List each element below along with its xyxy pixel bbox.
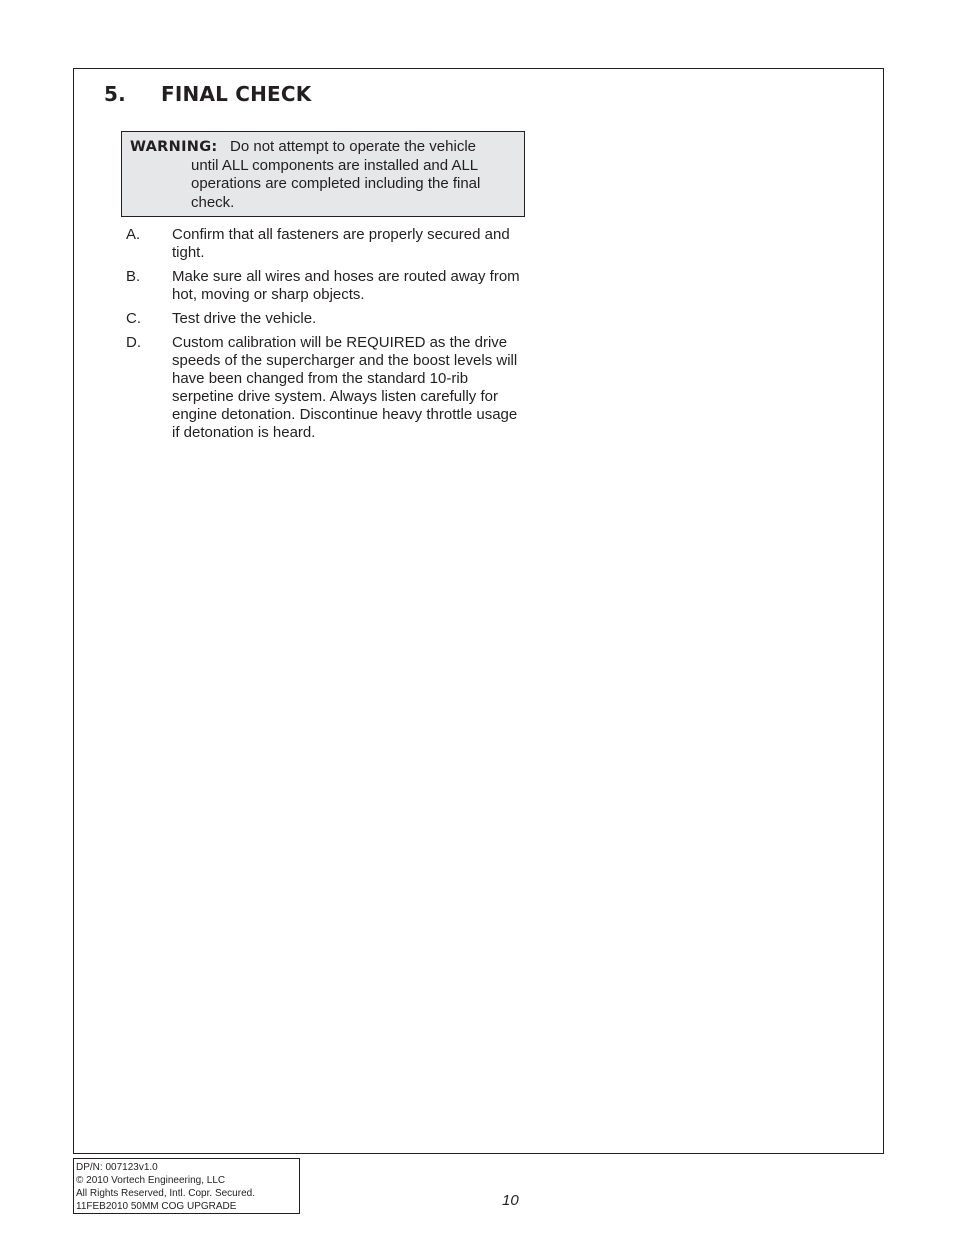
list-item bbox=[126, 268, 526, 304]
item-letter: D. bbox=[126, 334, 141, 351]
section-heading bbox=[104, 82, 311, 106]
warning-box bbox=[121, 131, 525, 217]
warning-text-rest: until ALL components are installed and ALL operations are completed including the final check. bbox=[191, 156, 481, 211]
page-number: 10 bbox=[502, 1192, 519, 1209]
list-item bbox=[126, 334, 526, 442]
item-text: Confirm that all fasteners are properly secured and tight. bbox=[172, 226, 510, 261]
item-text: Make sure all wires and hoses are routed away from hot, moving or sharp objects. bbox=[172, 268, 520, 303]
item-letter: C. bbox=[126, 310, 141, 327]
item-letter: A. bbox=[126, 226, 141, 243]
section-title: FINAL CHECK bbox=[161, 82, 312, 106]
copyright-line: © 2010 Vortech Engineering, LLC bbox=[76, 1175, 226, 1186]
warning-label: WARNING: bbox=[130, 139, 218, 155]
list-item bbox=[126, 226, 526, 262]
checklist bbox=[126, 226, 526, 448]
document-info-box bbox=[73, 1158, 300, 1214]
section-number: 5. bbox=[104, 82, 126, 106]
item-letter: B. bbox=[126, 268, 141, 285]
document-date-title: 11FEB2010 50MM COG UPGRADE bbox=[76, 1201, 237, 1212]
item-text: Custom calibration will be REQUIRED as the drive speeds of the supercharger and the boost levels will have been changed from the standard 10-rib serpetine drive system. Always listen carefully for engine detonation. Discontinue heavy throttle usage if detonation is heard. bbox=[172, 334, 518, 441]
item-text: Test drive the vehicle. bbox=[172, 310, 317, 327]
warning-text-lead: Do not attempt to operate the vehicle bbox=[230, 138, 476, 155]
rights-line: All Rights Reserved, Intl. Copr. Secured. bbox=[76, 1188, 255, 1199]
document-part-number: DP/N: 007123v1.0 bbox=[76, 1162, 158, 1173]
list-item bbox=[126, 310, 526, 328]
